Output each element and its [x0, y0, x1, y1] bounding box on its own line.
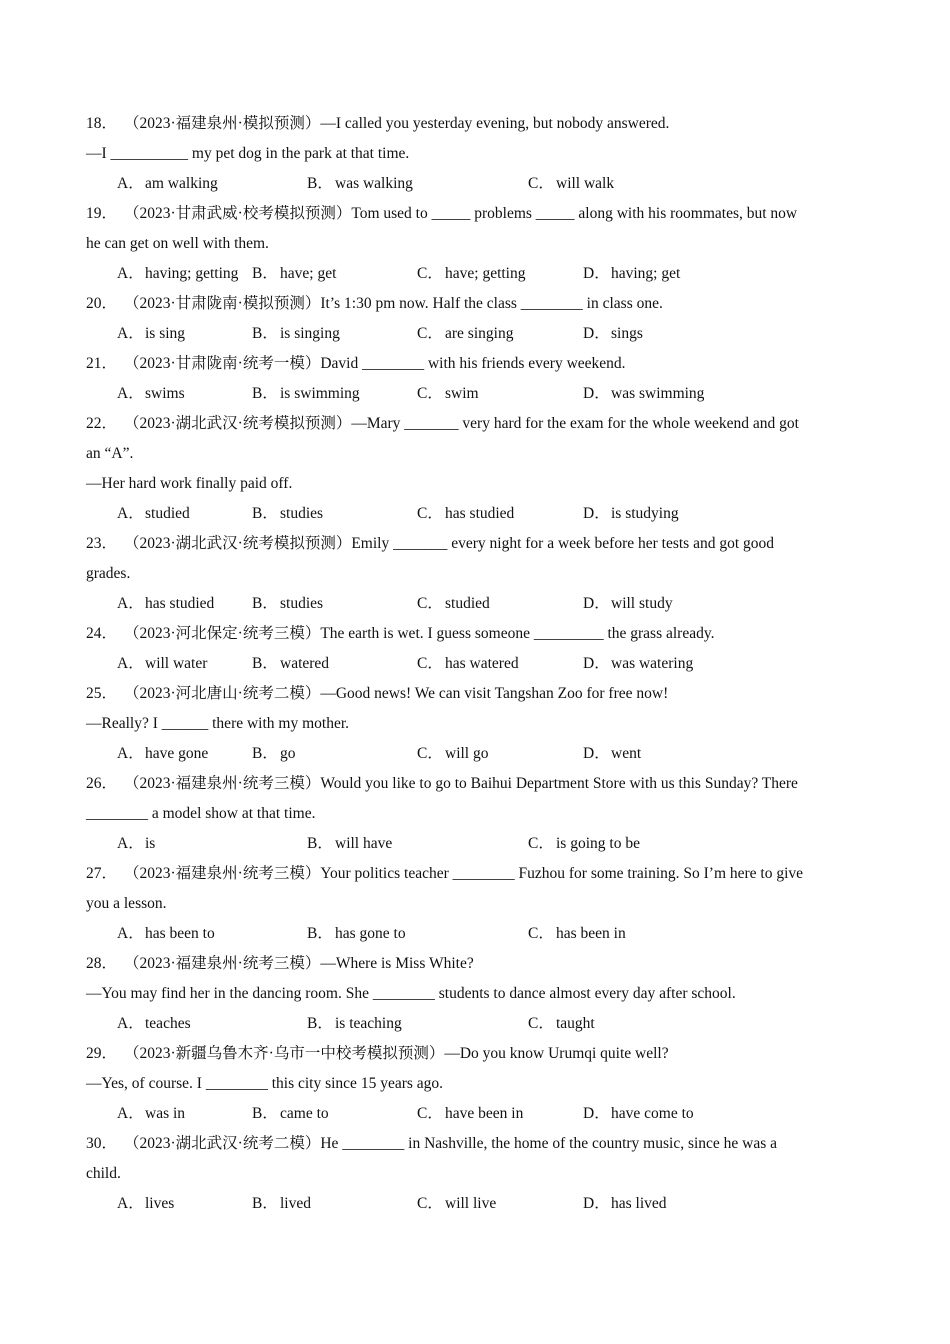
options-row [86, 919, 861, 949]
question-text: child. [86, 1165, 121, 1182]
option-label: B． [252, 325, 278, 342]
option-label: D． [583, 745, 610, 762]
question-number: 26． [86, 775, 118, 792]
option-text: have come to [611, 1105, 694, 1122]
option-c[interactable] [417, 319, 513, 349]
option-label: C． [528, 1015, 554, 1032]
option-text: has gone to [335, 925, 406, 942]
question-stem [86, 769, 861, 799]
option-label: A． [117, 655, 144, 672]
option-a[interactable] [117, 499, 190, 529]
option-label: D． [583, 655, 610, 672]
options-row [86, 1009, 861, 1039]
options-row [86, 319, 861, 349]
question-stem [86, 619, 861, 649]
question-text: —I __________ my pet dog in the park at that time. [86, 145, 410, 162]
option-label: C． [417, 325, 443, 342]
option-c[interactable] [417, 379, 479, 409]
question-line [86, 559, 861, 589]
option-b[interactable] [307, 1009, 402, 1039]
question-source: （2023·甘肃陇南·模拟预测） [124, 295, 321, 312]
question-source: （2023·湖北武汉·统考模拟预测） [124, 415, 352, 432]
option-d[interactable] [583, 649, 693, 679]
option-a[interactable] [117, 829, 155, 859]
question-item [86, 529, 861, 619]
option-label: A． [117, 1195, 144, 1212]
options-row [86, 379, 861, 409]
option-text: came to [280, 1105, 329, 1122]
option-text: am walking [145, 175, 218, 192]
option-b[interactable] [307, 169, 413, 199]
option-label: C． [417, 505, 443, 522]
option-text: is sing [145, 325, 186, 342]
option-label: C． [417, 1195, 443, 1212]
options-row [86, 829, 861, 859]
option-text: have been in [445, 1105, 524, 1122]
options-row [86, 649, 861, 679]
question-text: —Mary _______ very hard for the exam for the whole weekend and got [351, 415, 799, 432]
option-label: C． [417, 745, 443, 762]
question-text: an “A”. [86, 445, 134, 462]
option-label: A． [117, 1015, 144, 1032]
option-text: is singing [280, 325, 340, 342]
question-item [86, 1129, 861, 1219]
option-d[interactable] [583, 319, 643, 349]
option-b[interactable] [252, 379, 360, 409]
question-line [86, 229, 861, 259]
option-label: B． [252, 655, 278, 672]
option-label: A． [117, 325, 144, 342]
question-text: Emily _______ every night for a week before her tests and got good [351, 535, 775, 552]
option-label: C． [417, 655, 443, 672]
question-item [86, 199, 861, 289]
option-label: B． [307, 925, 333, 942]
question-text: you a lesson. [86, 895, 167, 912]
question-line [86, 799, 861, 829]
question-text: The earth is wet. I guess someone _________ the grass already. [320, 625, 715, 642]
option-c[interactable] [417, 589, 490, 619]
option-b[interactable] [252, 589, 323, 619]
option-text: swims [145, 385, 185, 402]
option-label: C． [528, 925, 554, 942]
option-text: went [611, 745, 642, 762]
option-text: is going to be [556, 835, 640, 852]
question-text: —You may find her in the dancing room. She ________ students to dance almost every day after school. [86, 985, 736, 1002]
question-stem [86, 1129, 861, 1159]
option-text: is teaching [335, 1015, 402, 1032]
option-text: was walking [335, 175, 413, 192]
question-text: Would you like to go to Baihui Department Store with us this Sunday? There [320, 775, 798, 792]
option-label: B． [252, 745, 278, 762]
option-c[interactable] [528, 1009, 595, 1039]
option-label: A． [117, 925, 144, 942]
question-text: grades. [86, 565, 131, 582]
option-c[interactable] [417, 259, 526, 289]
question-item [86, 1039, 861, 1129]
question-source: （2023·甘肃陇南·统考一模） [124, 355, 321, 372]
option-c[interactable] [528, 919, 626, 949]
option-label: A． [117, 745, 144, 762]
question-text: It’s 1:30 pm now. Half the class ________ in class one. [320, 295, 663, 312]
question-stem [86, 1039, 861, 1069]
question-number: 22． [86, 415, 118, 432]
question-text: —Really? I ______ there with my mother. [86, 715, 350, 732]
options-row [86, 259, 861, 289]
option-label: A． [117, 835, 144, 852]
question-text: He ________ in Nashville, the home of the country music, since he was a [320, 1135, 778, 1152]
question-item [86, 409, 861, 529]
option-label: D． [583, 595, 610, 612]
option-text: studies [280, 595, 324, 612]
option-b[interactable] [252, 1099, 329, 1129]
option-label: D． [583, 325, 610, 342]
question-number: 30． [86, 1135, 118, 1152]
question-text: Your politics teacher ________ Fuzhou for some training. So I’m here to give [320, 865, 804, 882]
option-text: teaches [145, 1015, 191, 1032]
question-stem [86, 199, 861, 229]
options-row [86, 169, 861, 199]
option-text: will live [445, 1195, 497, 1212]
option-text: has watered [445, 655, 519, 672]
option-b[interactable] [307, 919, 406, 949]
question-source: （2023·河北保定·统考三模） [124, 625, 321, 642]
option-d[interactable] [583, 499, 679, 529]
option-label: D． [583, 385, 610, 402]
option-label: C． [417, 1105, 443, 1122]
option-label: D． [583, 1195, 610, 1212]
option-label: C． [417, 385, 443, 402]
question-line [86, 709, 861, 739]
option-a[interactable] [117, 1189, 174, 1219]
option-d[interactable] [583, 589, 673, 619]
option-text: go [280, 745, 296, 762]
option-text: is studying [611, 505, 679, 522]
option-text: has studied [145, 595, 215, 612]
question-number: 27． [86, 865, 118, 882]
question-source: （2023·福建泉州·统考三模） [124, 865, 321, 882]
option-d[interactable] [583, 1099, 694, 1129]
option-a[interactable] [117, 739, 208, 769]
option-label: C． [417, 265, 443, 282]
option-a[interactable] [117, 1009, 191, 1039]
option-label: C． [528, 175, 554, 192]
option-a[interactable] [117, 589, 214, 619]
question-text: —Do you know Urumqi quite well? [444, 1045, 669, 1062]
option-label: D． [583, 265, 610, 282]
option-a[interactable] [117, 649, 207, 679]
question-stem [86, 349, 861, 379]
option-text: having; getting [145, 265, 239, 282]
question-text: he can get on well with them. [86, 235, 269, 252]
option-d[interactable] [583, 739, 641, 769]
option-c[interactable] [417, 649, 519, 679]
question-source: （2023·新疆乌鲁木齐·乌市一中校考模拟预测） [124, 1045, 445, 1062]
option-a[interactable] [117, 919, 215, 949]
option-text: has been in [556, 925, 626, 942]
question-text: —Her hard work finally paid off. [86, 475, 293, 492]
question-number: 18． [86, 115, 118, 132]
option-b[interactable] [252, 739, 296, 769]
option-text: have; getting [445, 265, 526, 282]
question-source: （2023·河北唐山·统考二模） [124, 685, 321, 702]
option-label: A． [117, 505, 144, 522]
question-line [86, 139, 861, 169]
option-text: will study [611, 595, 673, 612]
options-row [86, 1099, 861, 1129]
question-stem [86, 529, 861, 559]
option-d[interactable] [583, 379, 704, 409]
question-text: David ________ with his friends every weekend. [320, 355, 626, 372]
option-label: D． [583, 505, 610, 522]
option-text: swim [445, 385, 479, 402]
option-text: is [145, 835, 156, 852]
option-text: sings [611, 325, 643, 342]
option-text: taught [556, 1015, 595, 1032]
option-c[interactable] [417, 499, 514, 529]
question-item [86, 349, 861, 409]
question-line [86, 469, 861, 499]
option-label: B． [307, 835, 333, 852]
question-source: （2023·甘肃武威·校考模拟预测） [124, 205, 352, 222]
options-row [86, 1189, 861, 1219]
question-item [86, 619, 861, 679]
option-text: are singing [445, 325, 514, 342]
question-stem [86, 859, 861, 889]
question-source: （2023·福建泉州·模拟预测） [124, 115, 321, 132]
option-b[interactable] [252, 649, 329, 679]
option-text: will walk [556, 175, 615, 192]
question-source: （2023·湖北武汉·统考模拟预测） [124, 535, 352, 552]
question-line [86, 889, 861, 919]
question-text: ________ a model show at that time. [86, 805, 316, 822]
question-number: 28． [86, 955, 118, 972]
option-b[interactable] [252, 499, 323, 529]
option-b[interactable] [252, 259, 336, 289]
option-label: A． [117, 175, 144, 192]
question-line [86, 979, 861, 1009]
option-label: C． [528, 835, 554, 852]
question-item [86, 679, 861, 769]
option-b[interactable] [307, 829, 392, 859]
question-line [86, 1159, 861, 1189]
option-c[interactable] [417, 1099, 523, 1129]
question-text: —Yes, of course. I ________ this city since 15 years ago. [86, 1075, 444, 1092]
option-text: watered [280, 655, 330, 672]
option-a[interactable] [117, 379, 185, 409]
question-source: （2023·福建泉州·统考三模） [124, 955, 321, 972]
question-item [86, 769, 861, 859]
option-text: have; get [280, 265, 337, 282]
option-label: A． [117, 265, 144, 282]
option-label: B． [252, 595, 278, 612]
options-row [86, 589, 861, 619]
option-a[interactable] [117, 319, 185, 349]
question-number: 23． [86, 535, 118, 552]
question-number: 19． [86, 205, 118, 222]
option-label: C． [417, 595, 443, 612]
option-label: D． [583, 1105, 610, 1122]
option-label: B． [252, 1105, 278, 1122]
option-c[interactable] [417, 739, 489, 769]
question-line [86, 439, 861, 469]
question-stem [86, 679, 861, 709]
question-stem [86, 109, 861, 139]
question-text: —Where is Miss White? [320, 955, 474, 972]
option-text: will go [445, 745, 489, 762]
options-row [86, 739, 861, 769]
option-label: B． [252, 265, 278, 282]
option-text: having; get [611, 265, 681, 282]
question-number: 25． [86, 685, 118, 702]
option-label: A． [117, 1105, 144, 1122]
option-c[interactable] [528, 829, 640, 859]
option-text: has been to [145, 925, 215, 942]
question-number: 24． [86, 625, 118, 642]
option-c[interactable] [528, 169, 614, 199]
question-item [86, 949, 861, 1039]
option-text: was watering [611, 655, 694, 672]
question-line [86, 1069, 861, 1099]
question-stem [86, 289, 861, 319]
option-text: will have [335, 835, 393, 852]
question-number: 29． [86, 1045, 118, 1062]
option-text: was in [145, 1105, 186, 1122]
option-d[interactable] [583, 1189, 667, 1219]
option-text: was swimming [611, 385, 705, 402]
option-b[interactable] [252, 1189, 311, 1219]
question-stem [86, 409, 861, 439]
question-number: 20． [86, 295, 118, 312]
option-text: studied [445, 595, 490, 612]
options-row [86, 499, 861, 529]
option-label: B． [252, 505, 278, 522]
option-label: B． [252, 1195, 278, 1212]
option-text: have gone [145, 745, 209, 762]
question-text: Tom used to _____ problems _____ along with his roommates, but now [351, 205, 798, 222]
option-label: B． [307, 1015, 333, 1032]
option-d[interactable] [583, 259, 680, 289]
option-b[interactable] [252, 319, 340, 349]
question-item [86, 109, 861, 199]
question-text: —I called you yesterday evening, but nobody answered. [320, 115, 670, 132]
option-label: A． [117, 595, 144, 612]
option-text: studies [280, 505, 324, 522]
option-a[interactable] [117, 259, 238, 289]
question-item [86, 859, 861, 949]
option-text: studied [145, 505, 190, 522]
question-item [86, 289, 861, 349]
question-stem [86, 949, 861, 979]
option-text: lived [280, 1195, 311, 1212]
question-source: （2023·福建泉州·统考三模） [124, 775, 321, 792]
option-text: has studied [445, 505, 515, 522]
option-a[interactable] [117, 1099, 185, 1129]
question-list [86, 109, 861, 1219]
option-label: B． [252, 385, 278, 402]
question-source: （2023·湖北武汉·统考二模） [124, 1135, 321, 1152]
option-a[interactable] [117, 169, 218, 199]
option-text: has lived [611, 1195, 667, 1212]
question-text: —Good news! We can visit Tangshan Zoo for free now! [320, 685, 669, 702]
option-text: is swimming [280, 385, 360, 402]
option-c[interactable] [417, 1189, 496, 1219]
option-text: lives [145, 1195, 175, 1212]
option-label: A． [117, 385, 144, 402]
option-label: B． [307, 175, 333, 192]
question-number: 21． [86, 355, 118, 372]
option-text: will water [145, 655, 208, 672]
